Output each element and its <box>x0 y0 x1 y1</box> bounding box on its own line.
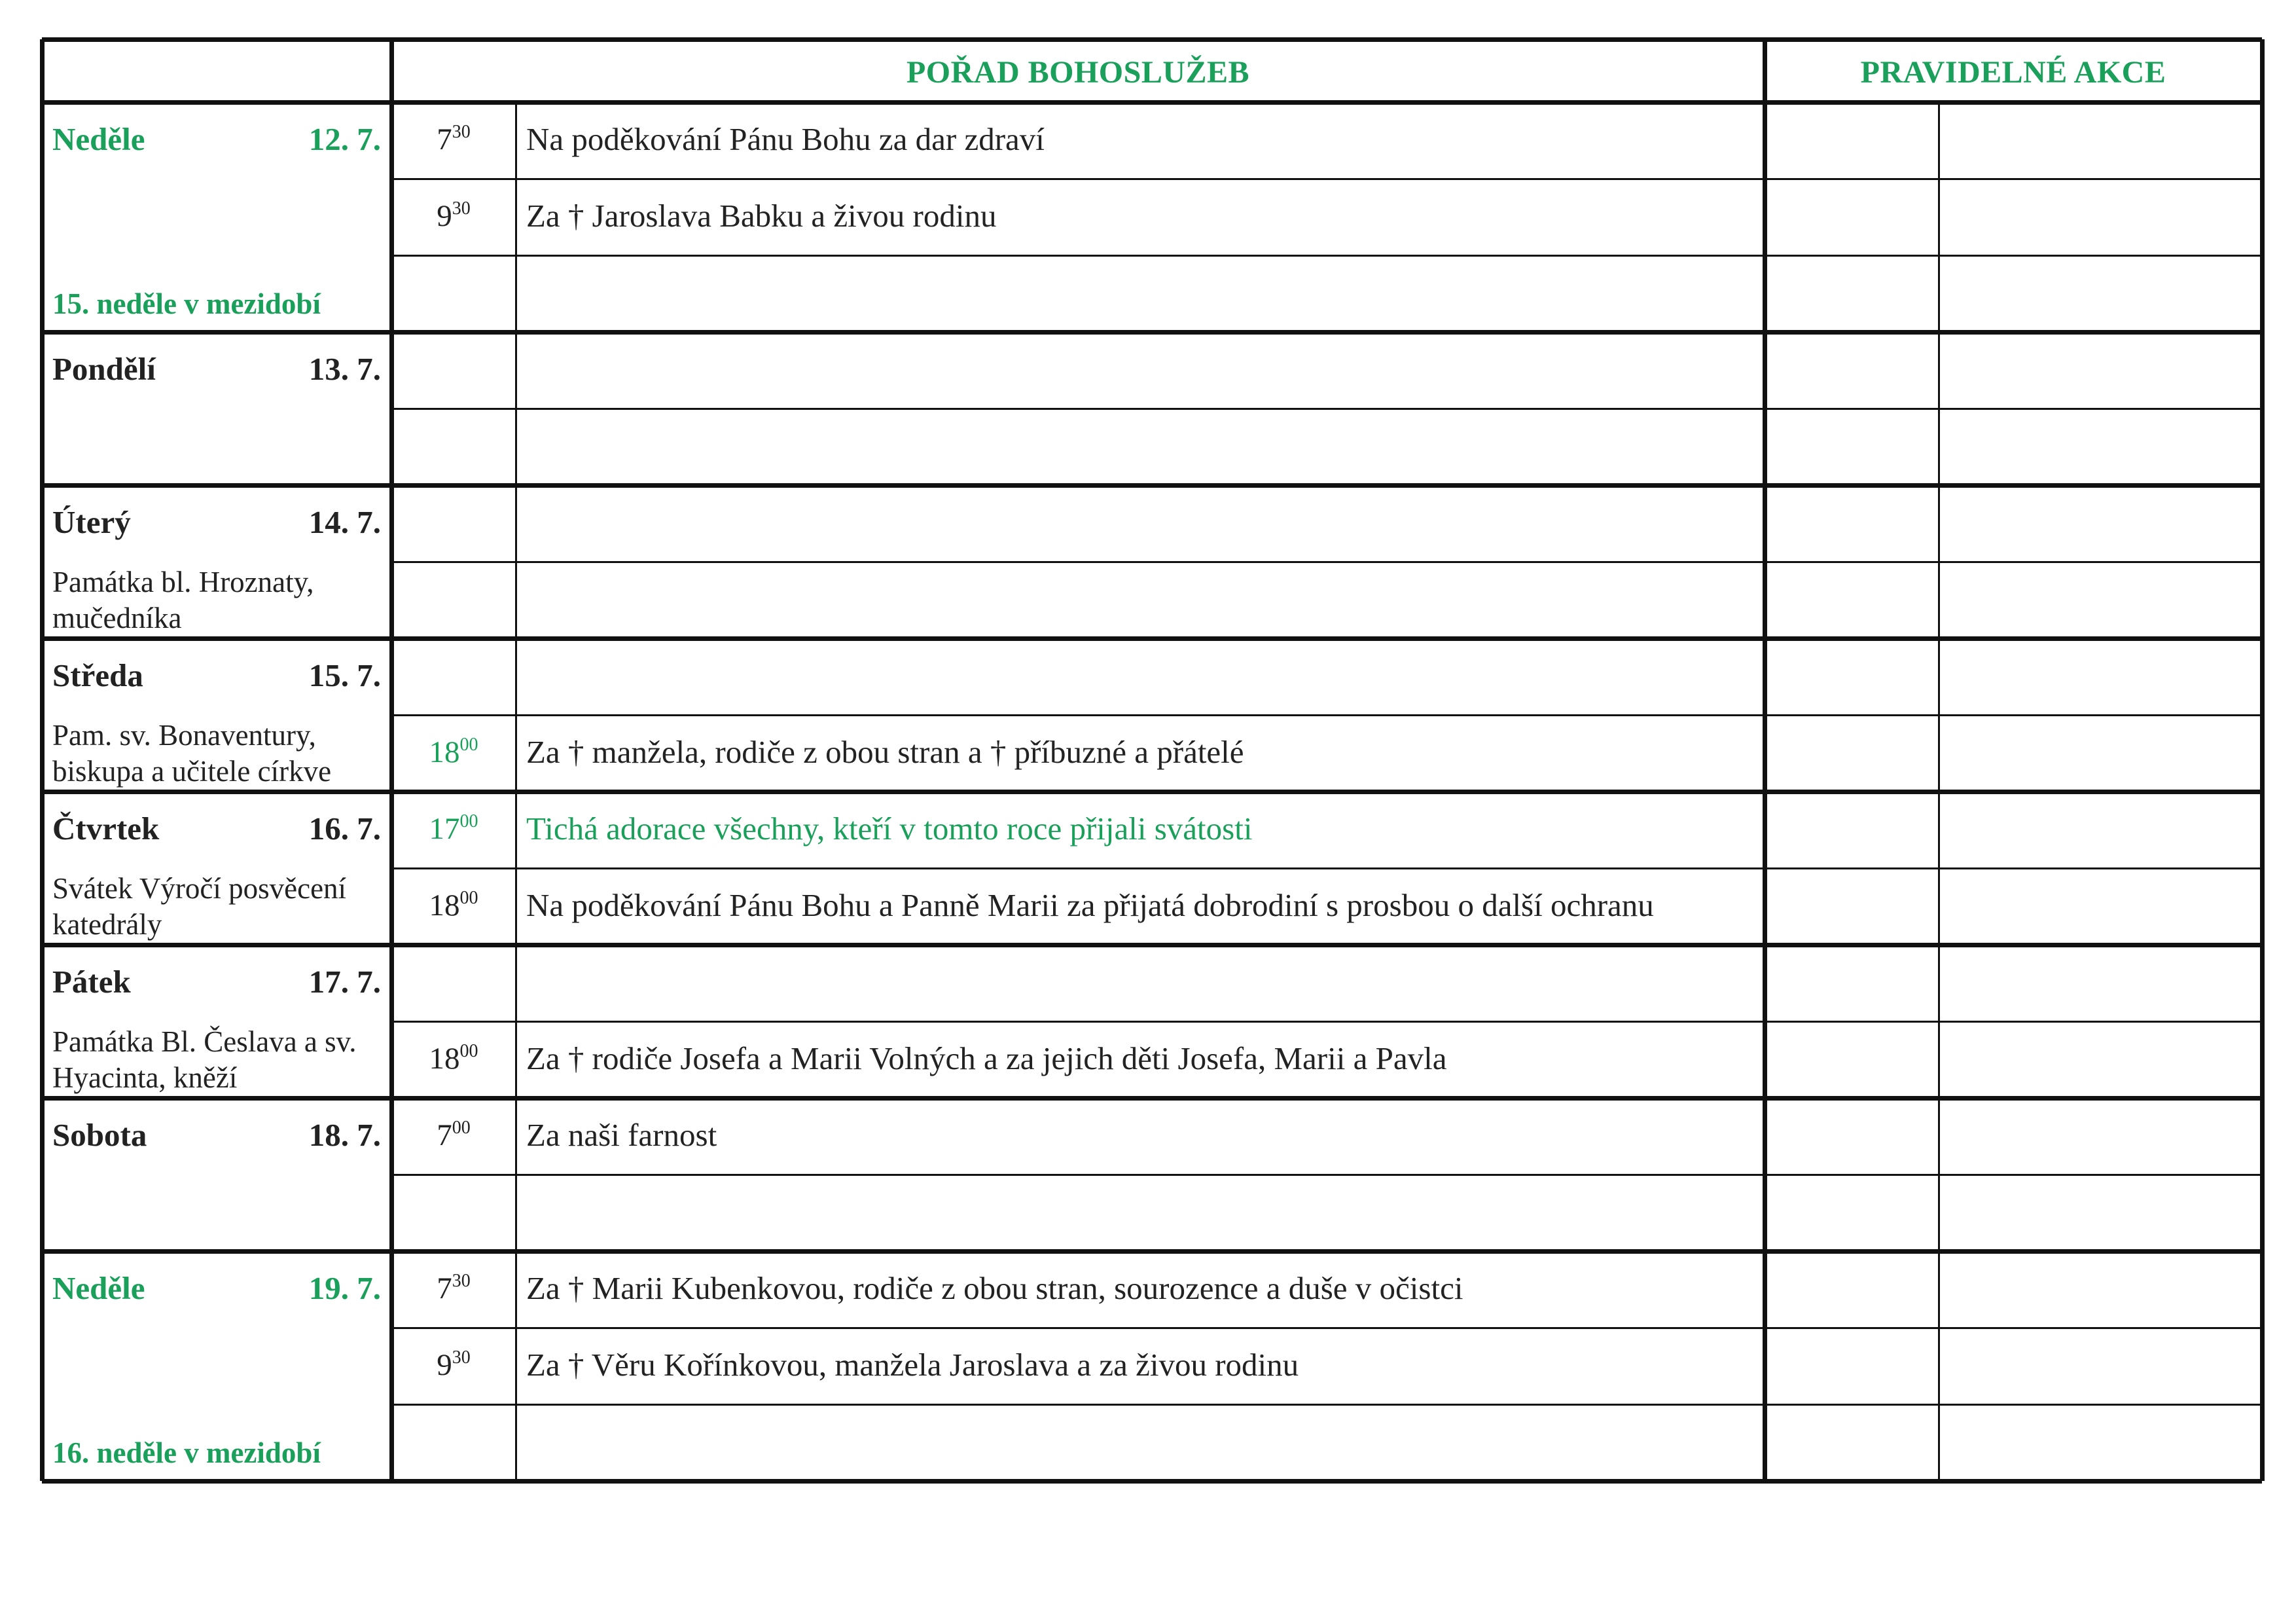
day-name: Čtvrtek <box>52 811 160 847</box>
day-separator <box>42 1249 2262 1254</box>
day-name: Úterý <box>52 504 131 540</box>
mass-time-hour: 7 <box>437 1271 452 1305</box>
row-divider <box>391 1404 2262 1406</box>
day-date: 16. 7. <box>308 811 381 847</box>
mass-intention: Za † rodiče Josefa a Marii Volných a za jejich děti Josefa, Marii a Pavla <box>526 1040 1447 1076</box>
row-divider <box>391 255 2262 257</box>
mass-time-hour: 7 <box>437 122 452 156</box>
liturgical-note: Svátek Výročí posvěcení katedrály <box>52 872 347 941</box>
table-left-border <box>40 39 45 1481</box>
day-date: 14. 7. <box>308 504 381 540</box>
row-divider <box>391 178 2262 180</box>
events-header: PRAVIDELNÉ AKCE <box>1860 54 2166 90</box>
mass-intention: Za naši farnost <box>526 1117 717 1153</box>
mass-intention: Na poděkování Pánu Bohu a Panně Marii za přijatá dobrodiní s prosbou o další ochranu <box>526 887 1654 923</box>
mass-time-hour: 18 <box>429 735 460 769</box>
day-name: Sobota <box>52 1117 147 1153</box>
row-divider <box>391 714 2262 716</box>
day-separator <box>42 943 2262 947</box>
mass-intention: Za † Marii Kubenkovou, rodiče z obou stran, sourozence a duše v očistci <box>526 1270 1463 1306</box>
row-divider <box>391 561 2262 563</box>
liturgical-note: 15. neděle v mezidobí <box>52 287 321 320</box>
mass-time <box>391 1118 516 1157</box>
mass-intention: Tichá adorace všechny, kteří v tomto roce přijali svátosti <box>526 811 1253 847</box>
mass-time-hour: 9 <box>437 1348 452 1382</box>
mass-intention: Za † manžela, rodiče z obou stran a † příbuzné a přátelé <box>526 734 1244 770</box>
day-date: 19. 7. <box>308 1270 381 1306</box>
liturgical-note: Památka Bl. Česlava a sv. Hyacinta, kněží <box>52 1025 357 1094</box>
mass-time-minutes: 00 <box>459 811 478 831</box>
mass-time-minutes: 30 <box>452 1271 471 1291</box>
schedule-header: POŘAD BOHOSLUŽEB <box>906 54 1250 90</box>
day-date: 15. 7. <box>308 657 381 693</box>
day-date: 18. 7. <box>308 1117 381 1153</box>
day-name: Neděle <box>52 121 145 157</box>
row-divider <box>391 408 2262 410</box>
liturgical-note: Památka bl. Hroznaty, mučedníka <box>52 566 314 634</box>
mass-time <box>391 811 516 850</box>
mass-intention: Za † Věru Kořínkovou, manžela Jaroslava a za živou rodinu <box>526 1347 1299 1383</box>
liturgical-note: Pam. sv. Bonaventury, biskupa a učitele církve <box>52 719 332 788</box>
day-separator <box>42 636 2262 641</box>
mass-time <box>391 735 516 774</box>
day-name: Pondělí <box>52 351 156 387</box>
day-separator <box>42 330 2262 335</box>
row-divider <box>391 1174 2262 1176</box>
mass-time-hour: 17 <box>429 812 460 846</box>
mass-time <box>391 1041 516 1080</box>
mass-time-hour: 18 <box>429 888 460 922</box>
table-top-border <box>42 37 2262 42</box>
mass-time <box>391 1271 516 1310</box>
day-date: 12. 7. <box>308 121 381 157</box>
row-divider <box>391 1021 2262 1023</box>
mass-time-minutes: 00 <box>459 888 478 908</box>
day-name: Neděle <box>52 1270 145 1306</box>
mass-intention: Za † Jaroslava Babku a živou rodinu <box>526 198 997 234</box>
mass-time <box>391 198 516 238</box>
mass-time-hour: 18 <box>429 1042 460 1076</box>
mass-time-minutes: 00 <box>452 1118 471 1138</box>
day-separator <box>42 483 2262 488</box>
day-name: Středa <box>52 657 143 693</box>
day-date: 13. 7. <box>308 351 381 387</box>
mass-time <box>391 122 516 161</box>
mass-time-minutes: 30 <box>452 198 471 219</box>
day-date: 17. 7. <box>308 964 381 1000</box>
table-bottom-border <box>42 1479 2262 1484</box>
row-divider <box>391 867 2262 869</box>
mass-time-hour: 9 <box>437 199 452 233</box>
day-separator <box>42 1096 2262 1101</box>
mass-time-hour: 7 <box>437 1118 452 1152</box>
row-divider <box>391 1327 2262 1329</box>
mass-intention: Na poděkování Pánu Bohu za dar zdraví <box>526 121 1045 157</box>
mass-time <box>391 1347 516 1387</box>
mass-time <box>391 888 516 927</box>
day-name: Pátek <box>52 964 131 1000</box>
day-separator <box>42 790 2262 794</box>
mass-time-minutes: 00 <box>459 1041 478 1061</box>
liturgical-note: 16. neděle v mezidobí <box>52 1436 321 1469</box>
mass-time-minutes: 30 <box>452 122 471 142</box>
header-bottom-border <box>42 100 2262 105</box>
mass-time-minutes: 30 <box>452 1347 471 1368</box>
mass-time-minutes: 00 <box>459 735 478 755</box>
